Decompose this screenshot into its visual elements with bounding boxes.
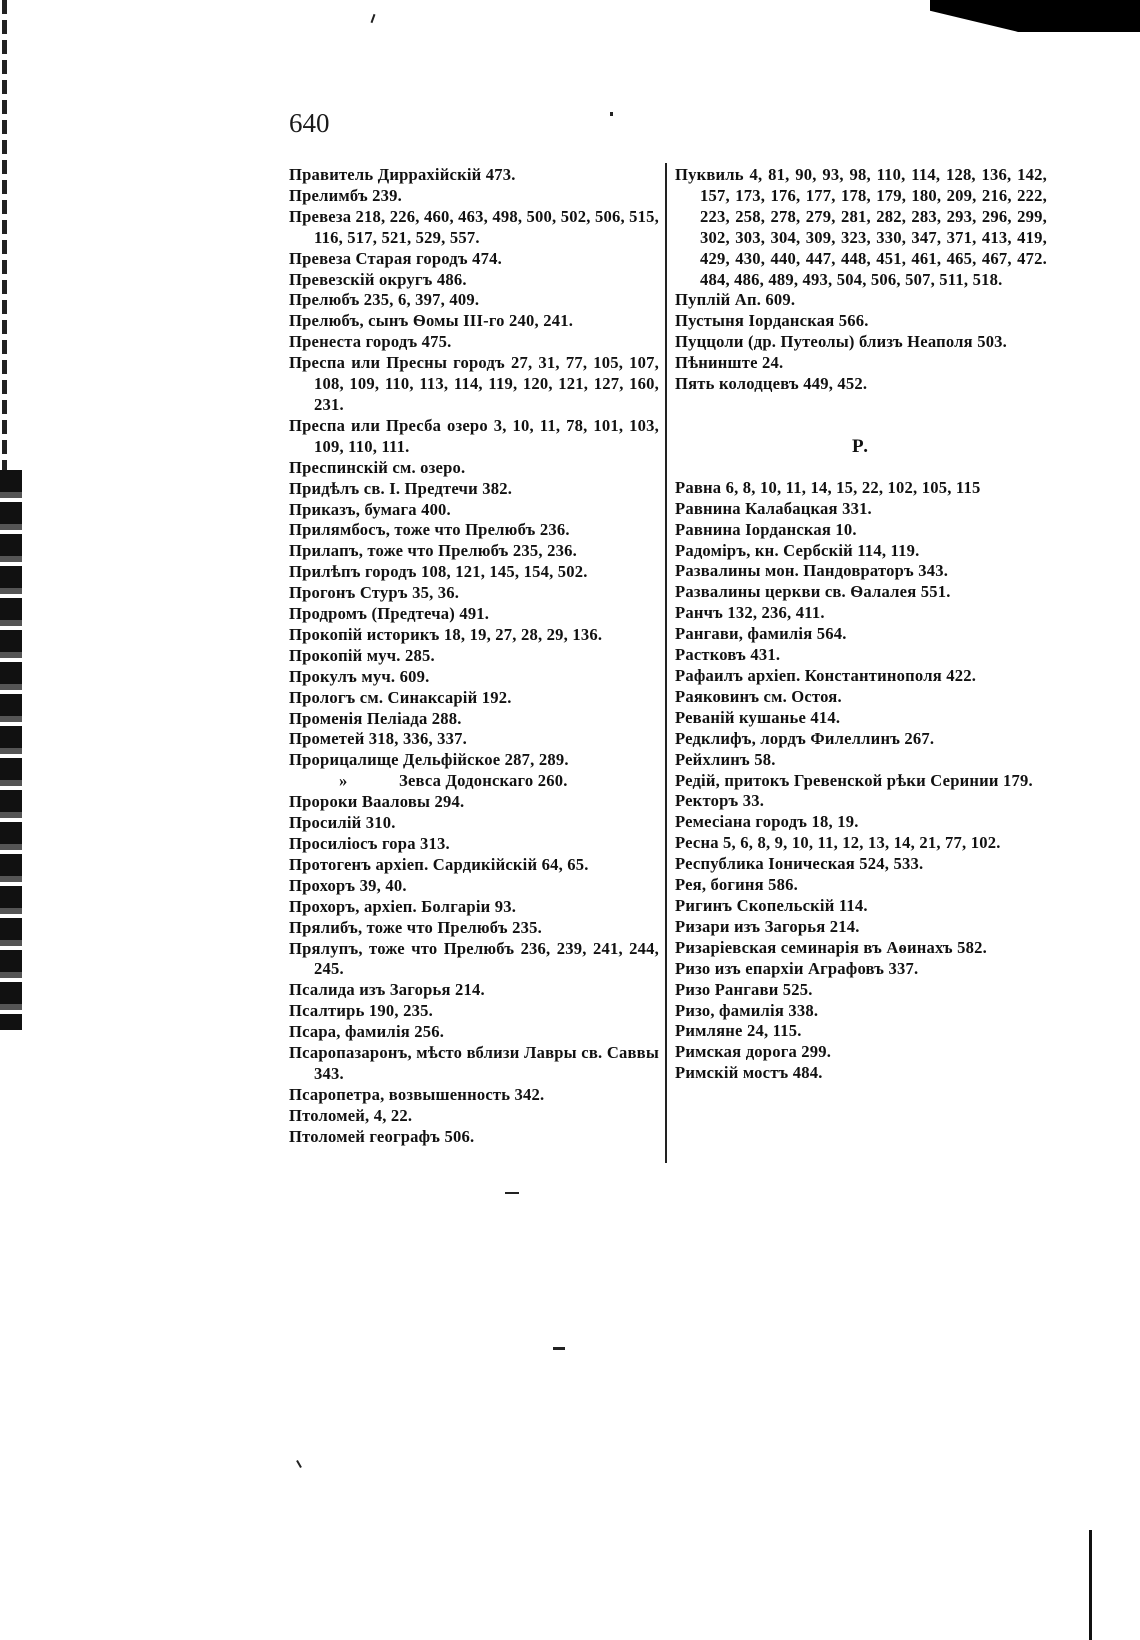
column-divider	[665, 163, 667, 1163]
index-entry: Рафаилъ архіеп. Константинополя 422.	[675, 666, 977, 686]
index-entry: Птоломей географъ 506.	[289, 1126, 475, 1146]
index-entry: Псаропетра, возвышенность 342.	[289, 1084, 545, 1104]
index-entry: Прелюбъ, сынъ Ѳомы III-го 240, 241.	[289, 311, 574, 331]
index-entry: Псалида изъ Загорья 214.	[289, 980, 485, 1000]
index-entry: Римскій мостъ 484.	[675, 1063, 823, 1083]
ditto-text: Зевса Додонскаго 260.	[399, 771, 568, 791]
index-entry: Ризари изъ Загорья 214.	[675, 916, 860, 936]
ditto-mark: »	[339, 771, 348, 791]
index-entry: Прогонъ Стуръ 35, 36.	[289, 583, 460, 603]
index-entry: Редій, притокъ Гревенской рѣки Серинии 179.	[675, 770, 1033, 790]
index-entry: Просилій 310.	[289, 813, 396, 833]
index-entry: Протогенъ архіеп. Сардикійскій 64, 65.	[289, 854, 589, 874]
page-number: 640	[289, 108, 330, 138]
index-entry: Прохоръ 39, 40.	[289, 875, 407, 895]
index-entry: Рангави, фамилія 564.	[675, 624, 847, 644]
scan-edge-left	[0, 0, 22, 1640]
index-entry-ditto	[289, 771, 659, 792]
scan-speck	[553, 1347, 565, 1350]
index-entry: Ресна 5, 6, 8, 9, 10, 11, 12, 13, 14, 21, 77, 102.	[675, 833, 1001, 853]
index-entry: Прелимбъ 239.	[289, 185, 403, 205]
index-entry: Преспинскій см. озеро.	[289, 457, 466, 477]
index-entry: Приказъ, бумага 400.	[289, 499, 451, 519]
index-entry: Радоміръ, кн. Сербскій 114, 119.	[675, 540, 920, 560]
index-entry: Равна 6, 8, 10, 11, 14, 15, 22, 102, 105, 115	[675, 477, 981, 497]
section-letter: Р.	[852, 435, 870, 457]
index-entry: Римляне 24, 115.	[675, 1021, 802, 1041]
index-entry: Прокулъ муч. 609.	[289, 666, 430, 686]
scan-edge-bar	[0, 470, 22, 1030]
index-entry: Прялибъ, тоже что Прелюбъ 235.	[289, 917, 542, 937]
index-entry: Рейхлинъ 58.	[675, 749, 776, 769]
index-entry: Республика Іоническая 524, 533.	[675, 854, 924, 874]
index-entry: Превеза 218, 226, 460, 463, 498, 500, 502, 506, 515, 116, 517, 521, 529, 557.	[289, 206, 659, 247]
index-entry: Пѣнинште 24.	[675, 353, 784, 373]
index-entry: Ранчъ 132, 236, 411.	[675, 603, 825, 623]
index-entry: Пустыня Іорданская 566.	[675, 311, 869, 331]
index-entry: Превезскій округъ 486.	[289, 269, 467, 289]
scan-speck	[505, 1192, 519, 1194]
index-entry: Развалины мон. Пандовраторъ 343.	[675, 561, 949, 581]
index-entry: Прометей 318, 336, 337.	[289, 729, 468, 749]
index-entry: Прокопій муч. 285.	[289, 645, 435, 665]
index-column-right	[675, 165, 1047, 1084]
index-entry: Правитель Диррахійскій 473.	[289, 165, 516, 184]
index-entry: Птоломей, 4, 22.	[289, 1105, 413, 1125]
index-entry: Прокопій историкъ 18, 19, 27, 28, 29, 136.	[289, 624, 603, 644]
index-entry: Прологъ см. Синаксарій 192.	[289, 687, 512, 707]
index-entry: Псара, фамилія 256.	[289, 1022, 445, 1042]
index-entry: Редклифъ, лордъ Филеллинъ 267.	[675, 728, 935, 748]
index-entry: Ризо Рангави 525.	[675, 979, 813, 999]
scan-speck	[371, 14, 376, 23]
index-entry: Ризо, фамилія 338.	[675, 1000, 819, 1020]
scan-speck	[296, 1460, 302, 1468]
section-gap	[675, 395, 1047, 416]
index-entry: Реваній кушанье 414.	[675, 707, 841, 727]
index-entry: Равнина Калабацкая 331.	[675, 498, 872, 518]
index-entry: Пророки Вааловы 294.	[289, 792, 465, 812]
index-entry: Ризо изъ епархіи Аграфовъ 337.	[675, 958, 919, 978]
scan-speck	[610, 112, 613, 116]
index-entry: Развалины церкви св. Ѳалалея 551.	[675, 582, 951, 602]
index-entry: Прилапъ, тоже что Прелюбъ 235, 236.	[289, 541, 577, 561]
index-entry: Прелюбъ 235, 6, 397, 409.	[289, 290, 480, 310]
index-entry: Ригинъ Скопельскій 114.	[675, 895, 868, 915]
section-heading	[675, 416, 1047, 478]
index-entry: Пуццоли (др. Путеолы) близъ Неаполя 503.	[675, 332, 1008, 352]
index-entry: Просилiосъ гора 313.	[289, 834, 450, 853]
index-entry: Прохоръ, архіеп. Болгаріи 93.	[289, 896, 517, 916]
index-entry: Растковъ 431.	[675, 645, 781, 665]
index-entry: Преспа или Пресны городъ 27, 31, 77, 105, 107, 108, 109, 110, 113, 114, 119, 120, 121, 127, 160, 231.	[289, 353, 659, 414]
index-entry: Ректоръ 33.	[675, 791, 765, 811]
index-entry: Прорицалище Дельфійское 287, 289.	[289, 750, 569, 770]
index-entry: Пуплій Ап. 609.	[675, 290, 796, 310]
index-entry: Раяковинъ см. Остоя.	[675, 686, 842, 706]
index-entry: Прилямбосъ, тоже что Прелюбъ 236.	[289, 520, 570, 540]
index-column-left	[289, 165, 659, 1148]
index-entry: Ремесіана городъ 18, 19.	[675, 812, 859, 832]
scan-edge-right	[1089, 1530, 1140, 1640]
index-entry: Псаропазаронъ, мѣсто вблизи Лавры св. Саввы 343.	[289, 1043, 659, 1083]
scan-edge-top	[930, 0, 1140, 60]
index-entry: Ризаріевская семинарія въ Аѳинахъ 582.	[675, 937, 987, 957]
index-entry: Придѣлъ св. І. Предтечи 382.	[289, 478, 513, 498]
index-entry: Превеза Старая городъ 474.	[289, 248, 502, 268]
index-entry: Рея, богиня 586.	[675, 875, 798, 895]
index-entry: Римская дорога 299.	[675, 1042, 832, 1062]
index-entry: Променія Пеліада 288.	[289, 708, 462, 728]
index-entry: Пуквиль 4, 81, 90, 93, 98, 110, 114, 128, 136, 142, 157, 173, 176, 177, 178, 179, 180, 209, 216, 222, 223, 258, 278, 279, 281, 282, 283, 293, 296, 299, 302, 303, 304, 309, 323, 330, 347, 371, 413, 419, 429, 430, 440, 447, 448, 451, 461, 465, 467, 472. 484, 486, 489, 493, 504, 506, 507, 511, 518.	[675, 165, 1047, 289]
index-entry: Прилѣпъ городъ 108, 121, 145, 154, 502.	[289, 562, 588, 582]
index-entry: Прялупъ, тоже что Прелюбъ 236, 239, 241, 244, 245.	[289, 938, 659, 979]
index-entry: Пренеста городъ 475.	[289, 332, 452, 352]
index-entry: Пять колодцевъ 449, 452.	[675, 374, 868, 394]
index-entry: Продромъ (Предтеча) 491.	[289, 604, 490, 624]
index-entry: Преспа или Пресба озеро 3, 10, 11, 78, 101, 103, 109, 110, 111.	[289, 415, 659, 456]
index-entry: Псалтирь 190, 235.	[289, 1001, 433, 1021]
index-entry: Равнина Іорданская 10.	[675, 519, 857, 539]
